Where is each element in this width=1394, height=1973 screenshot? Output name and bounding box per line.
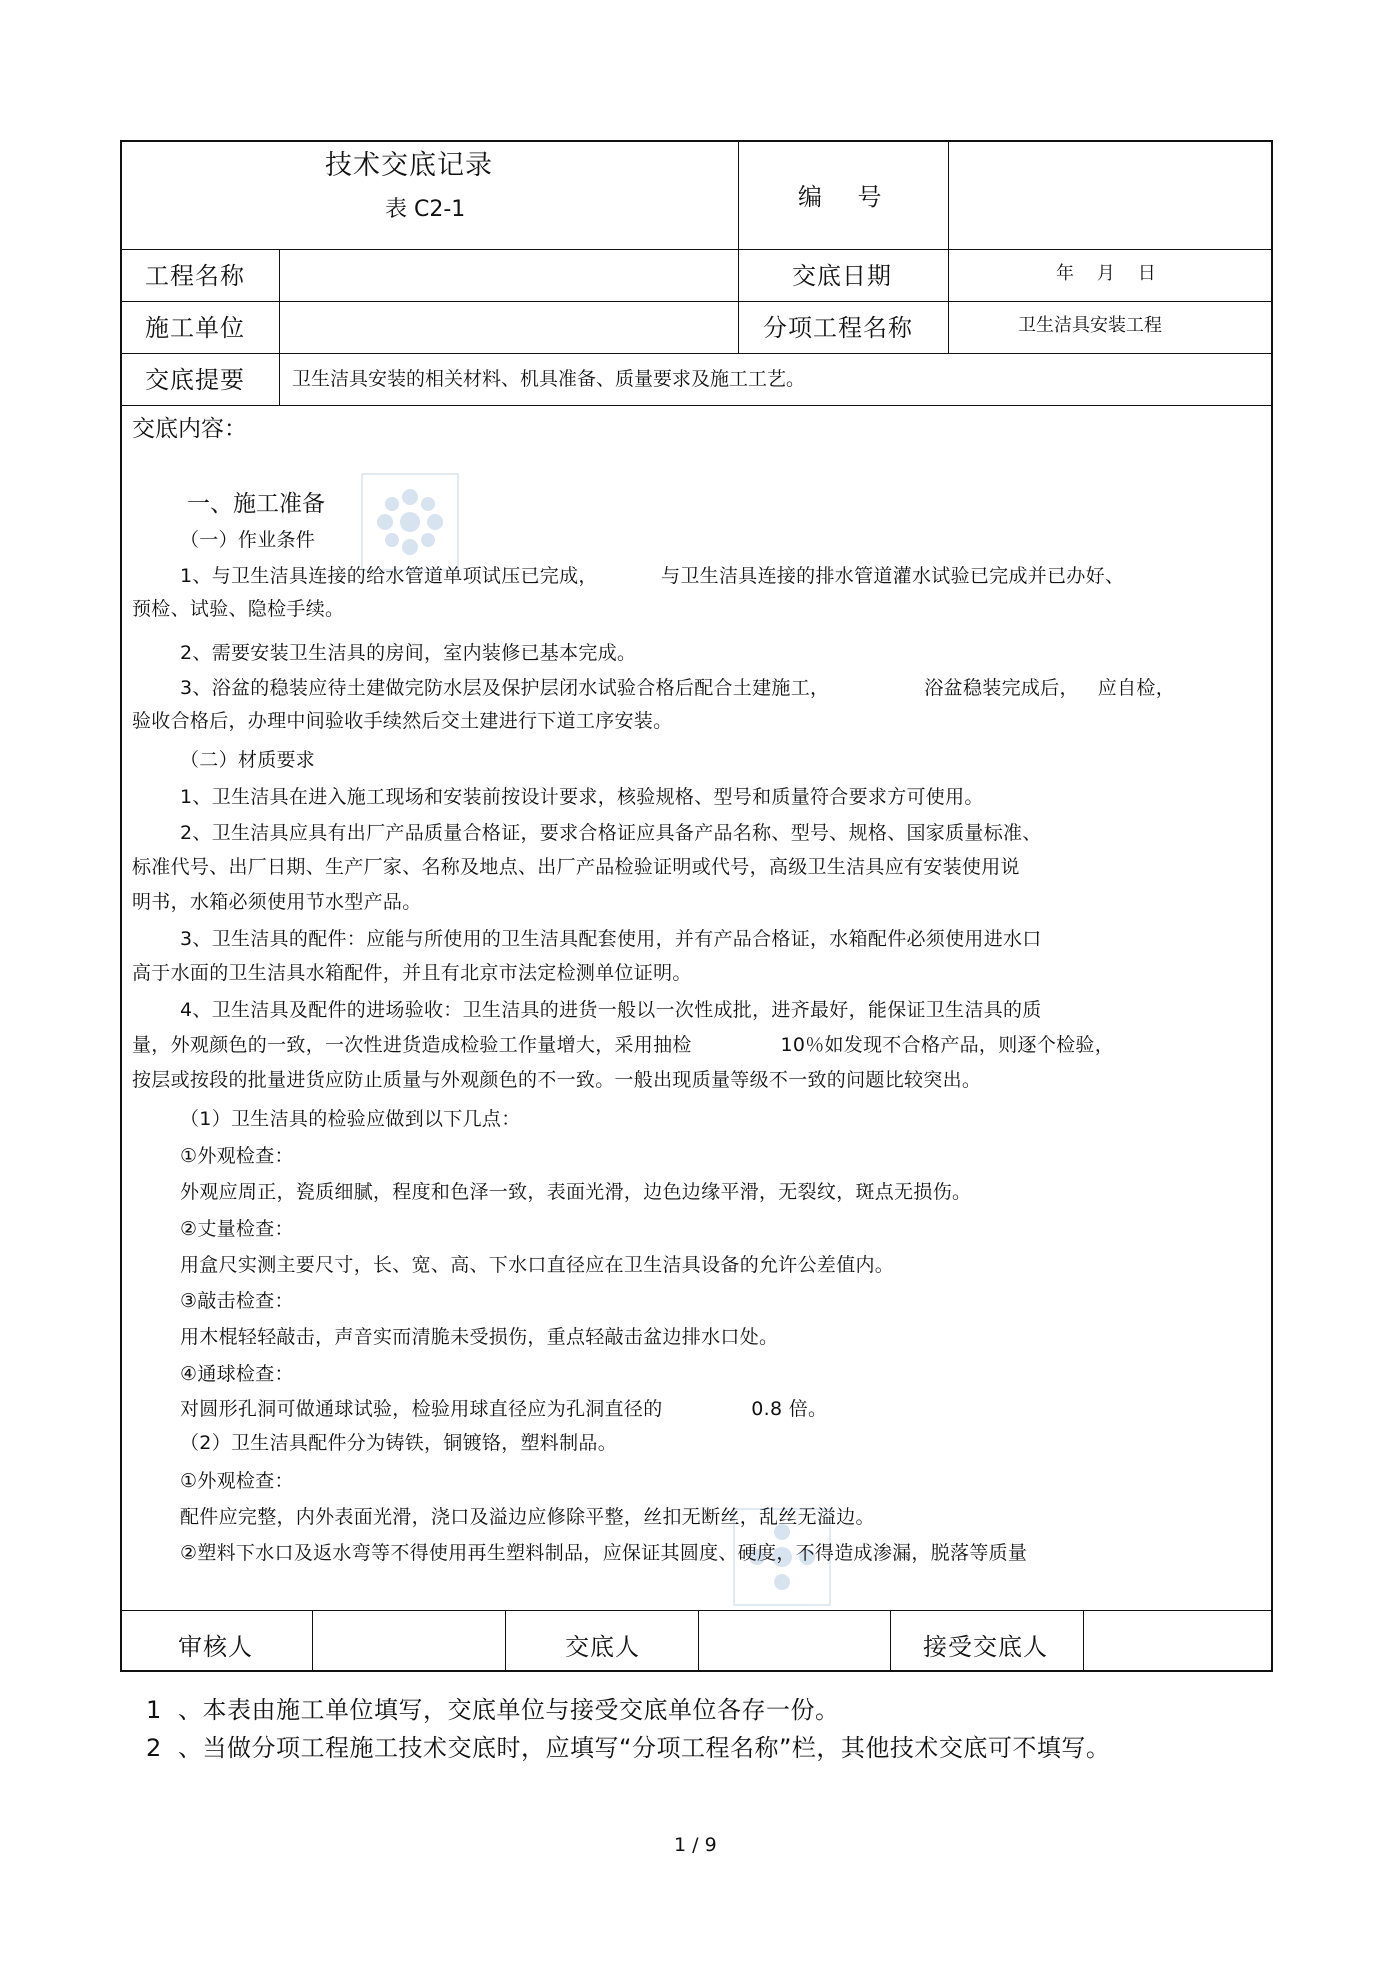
subsection-heading: （一）作业条件 xyxy=(180,529,316,551)
paragraph-line: 对圆形孔洞可做通球试验，检验用球直径应为孔洞直径的 0.8 倍。 xyxy=(180,1398,828,1420)
date-field[interactable]: 年 月 日 xyxy=(1056,263,1156,284)
paragraph-line: 3、浴盆的稳装应待土建做完防水层及保护层闭水试验合格后配合土建施工， 浴盆稳装完成后， 应自检， xyxy=(180,677,1176,699)
form-number: 表 C2-1 xyxy=(385,197,466,222)
col-divider xyxy=(738,140,739,353)
row-divider xyxy=(120,405,1273,406)
project-name-label: 工程名称 xyxy=(145,262,245,290)
page-number: 1 / 9 xyxy=(674,1834,717,1856)
reviewer-field[interactable] xyxy=(318,1627,498,1657)
row-divider xyxy=(120,249,1273,250)
paragraph-line: （1）卫生洁具的检验应做到以下几点： xyxy=(180,1108,521,1130)
number-label: 编 号 xyxy=(798,183,883,211)
summary-field[interactable]: 卫生洁具安装的相关材料、机具准备、质量要求及施工工艺。 xyxy=(292,368,806,390)
paragraph-line: 用盒尺实测主要尺寸，长、宽、高、下水口直径应在卫生洁具设备的允许公差值内。 xyxy=(180,1254,895,1276)
col-divider xyxy=(505,1610,506,1672)
col-divider xyxy=(1083,1610,1084,1672)
receiver-field[interactable] xyxy=(1090,1627,1265,1657)
paragraph-line: 2、卫生洁具应具有出厂产品质量合格证，要求合格证应具备产品名称、型号、规格、国家质量标准、 xyxy=(180,822,1042,844)
col-divider xyxy=(312,1610,313,1672)
paragraph-line: 外观应周正，瓷质细腻，程度和色泽一致，表面光滑，边色边缘平滑，无裂纹，斑点无损伤。 xyxy=(180,1181,972,1203)
col-divider xyxy=(279,249,280,405)
paragraph-line: 用木棍轻轻敲击，声音实而清脆未受损伤，重点轻敲击盆边排水口处。 xyxy=(180,1326,779,1348)
receiver-label: 接受交底人 xyxy=(923,1633,1048,1661)
paragraph-line: ②塑料下水口及返水弯等不得使用再生塑料制品，应保证其圆度、硬度，不得造成渗漏，脱落等质量 xyxy=(180,1542,1028,1564)
row-divider xyxy=(120,301,1273,302)
document-title: 技术交底记录 xyxy=(325,150,493,181)
paragraph-line: 量，外观颜色的一致，一次性进货造成检验工作量增大，采用抽检 10％如发现不合格产品，则逐个检验， xyxy=(132,1034,1115,1056)
content-label: 交底内容： xyxy=(132,416,247,442)
paragraph-line: 高于水面的卫生洁具水箱配件，并且有北京市法定检测单位证明。 xyxy=(132,962,692,984)
summary-label: 交底提要 xyxy=(145,366,245,394)
subsection-heading: （二）材质要求 xyxy=(180,749,316,771)
subproject-label: 分项工程名称 xyxy=(763,314,913,342)
paragraph-line: 配件应完整，内外表面光滑，浇口及溢边应修除平整，丝扣无断丝，乱丝无溢边。 xyxy=(180,1506,875,1528)
paragraph-line: 3、卫生洁具的配件：应能与所使用的卫生洁具配套使用，并有产品合格证，水箱配件必须使用进水口 xyxy=(180,928,1042,950)
col-divider xyxy=(890,1610,891,1672)
subproject-field[interactable]: 卫生洁具安装工程 xyxy=(1018,315,1162,336)
paragraph-line: 标准代号、出厂日期、生产厂家、名称及地点、出厂产品检验证明或代号，高级卫生洁具应有安装使用说 xyxy=(132,856,1020,878)
reviewer-label: 审核人 xyxy=(178,1633,253,1661)
col-divider xyxy=(948,140,949,353)
date-label: 交底日期 xyxy=(792,262,892,290)
row-divider xyxy=(120,1610,1273,1611)
paragraph-line: 预检、试验、隐检手续。 xyxy=(132,598,345,620)
contractor-label: 施工单位 xyxy=(145,314,245,342)
paragraph-line: 1、与卫生洁具连接的给水管道单项试压已完成， 与卫生洁具连接的排水管道灌水试验已完成并已办好、 xyxy=(180,565,1125,587)
footnote-1: 1 、本表由施工单位填写，交底单位与接受交底单位各存一份。 xyxy=(146,1696,840,1724)
paragraph-line: 2、需要安装卫生洁具的房间，室内装修已基本完成。 xyxy=(180,642,637,664)
discloser-label: 交底人 xyxy=(565,1633,640,1661)
row-divider xyxy=(120,353,1273,354)
paragraph-line: 明书，水箱必须使用节水型产品。 xyxy=(132,891,422,913)
check-heading: ①外观检查： xyxy=(180,1470,294,1492)
paragraph-line: 按层或按段的批量进货应防止质量与外观颜色的不一致。一般出现质量等级不一致的问题比较突出。 xyxy=(132,1069,982,1091)
paragraph-line: 验收合格后，办理中间验收手续然后交土建进行下道工序安装。 xyxy=(132,710,673,732)
section-heading: 一、施工准备 xyxy=(187,491,325,517)
check-heading: ①外观检查： xyxy=(180,1145,294,1167)
check-heading: ②丈量检查： xyxy=(180,1218,294,1240)
check-heading: ④通球检查： xyxy=(180,1363,294,1385)
col-divider xyxy=(698,1610,699,1672)
paragraph-line: 1、卫生洁具在进入施工现场和安装前按设计要求，核验规格、型号和质量符合要求方可使用。 xyxy=(180,786,984,808)
footnote-2: 2 、当做分项工程施工技术交底时，应填写“分项工程名称”栏，其他技术交底可不填写。 xyxy=(146,1734,1111,1762)
check-heading: ③敲击检查： xyxy=(180,1290,294,1312)
paragraph-line: 4、卫生洁具及配件的进场验收：卫生洁具的进货一般以一次性成批，进齐最好，能保证卫生洁具的质 xyxy=(180,999,1042,1021)
paragraph-line: （2）卫生洁具配件分为铸铁，铜镀铬，塑料制品。 xyxy=(180,1432,617,1454)
discloser-field[interactable] xyxy=(705,1627,885,1657)
